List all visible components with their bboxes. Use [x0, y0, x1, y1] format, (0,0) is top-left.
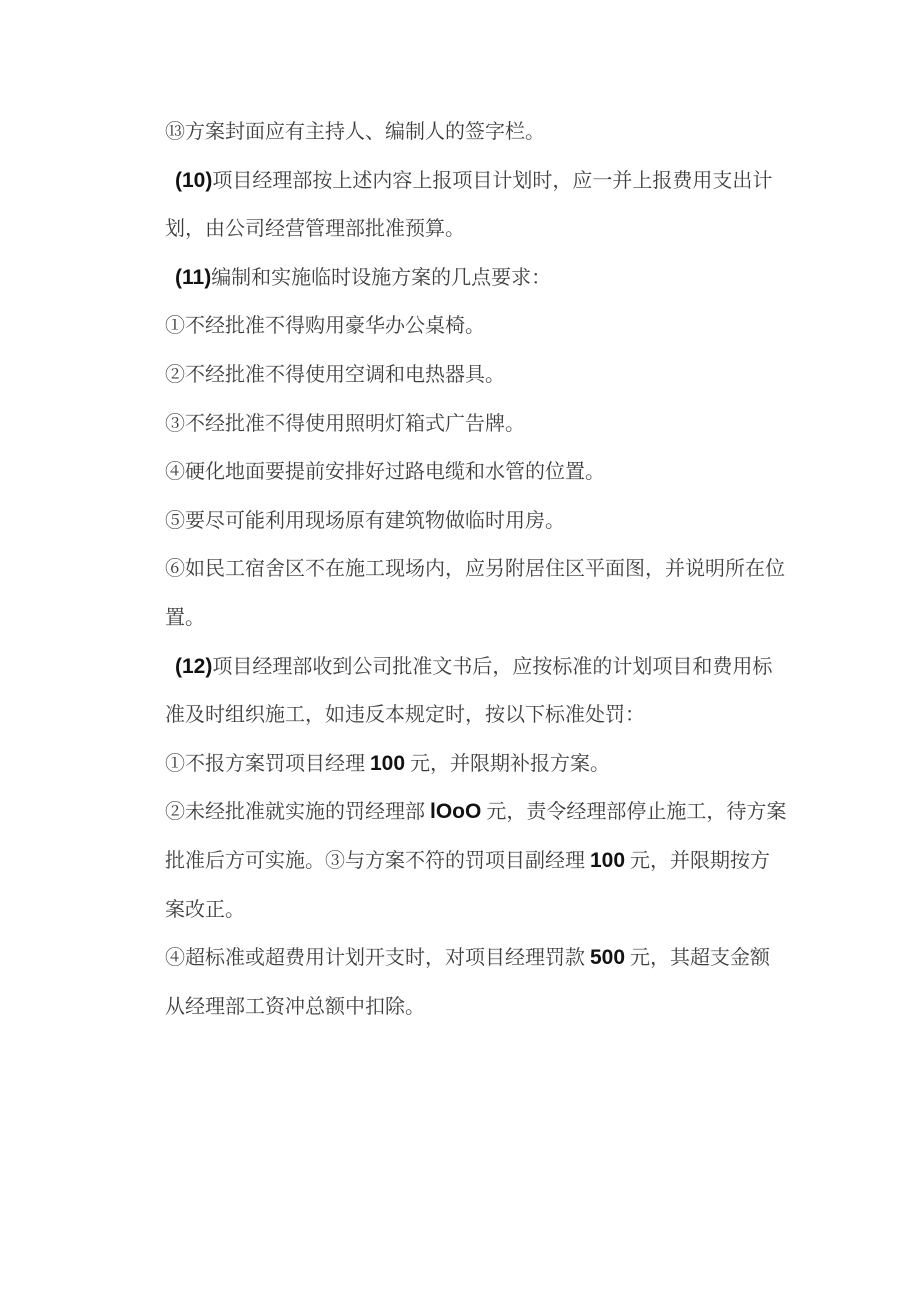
body-text: 元，责令经理部停止施工，待方案: [481, 801, 787, 824]
body-text: 案改正。: [165, 898, 245, 921]
bold-text: (10): [175, 168, 213, 192]
text-line: [165, 545, 815, 594]
body-text: 项目经理部收到公司批准文书后，应按标准的计划项目和费用标: [212, 655, 773, 678]
bold-text: lOoO: [430, 800, 482, 824]
body-text: ⑤要尽可能利用现场原有建筑物做临时用房。: [165, 509, 565, 532]
text-line: [165, 837, 815, 886]
body-text: 编制和实施临时设施方案的几点要求：: [211, 266, 552, 289]
body-text: ⑬方案封面应有主持人、编制人的签字栏。: [165, 121, 545, 143]
body-text: 批准后方可实施。③与方案不符的罚项目副经理: [165, 849, 590, 872]
text-line: [165, 788, 815, 837]
bold-text: 100: [370, 751, 406, 775]
text-line: [165, 351, 815, 400]
body-text: ④硬化地面要提前安排好过路电缆和水管的位置。: [165, 461, 605, 484]
text-line: [165, 157, 815, 206]
bold-text: 100: [590, 848, 626, 872]
body-text: ⑥如民工宿舍区不在施工现场内，应另附居住区平面图，并说明所在位: [165, 558, 785, 581]
text-line: [165, 643, 815, 692]
text-line: [165, 400, 815, 449]
body-text: 元，并限期按方: [625, 849, 771, 872]
body-text: 项目经理部按上述内容上报项目计划时，应一并上报费用支出计: [212, 169, 773, 192]
text-line: [165, 254, 815, 303]
body-text: 准及时组织施工，如违反本规定时，按以下标准处罚：: [165, 704, 645, 727]
body-text: 元，并限期补报方案。: [405, 752, 611, 775]
text-line: [165, 497, 815, 546]
body-text: 置。: [165, 606, 205, 629]
bold-text: (11): [175, 265, 212, 289]
text-line: [165, 448, 815, 497]
text-line: [165, 302, 815, 351]
text-line: [165, 934, 815, 983]
text-line: [165, 691, 815, 740]
body-text: ④超标准或超费用计划开支时，对项目经理罚款: [165, 947, 590, 970]
body-text: ①不经批准不得购用豪华办公桌椅。: [165, 315, 485, 338]
body-text: 划，由公司经营管理部批准预算。: [165, 218, 465, 241]
body-text: ①不报方案罚项目经理: [165, 752, 370, 775]
bold-text: (12): [175, 654, 213, 678]
text-line: [165, 886, 815, 935]
text-line: [165, 740, 815, 789]
text-line: [165, 205, 815, 254]
text-line: [165, 108, 815, 157]
document-body: [165, 108, 815, 1031]
body-text: ③不经批准不得使用照明灯箱式广告牌。: [165, 412, 525, 435]
body-text: 元，其超支金额: [625, 947, 771, 970]
body-text: ②不经批准不得使用空调和电热器具。: [165, 363, 505, 386]
bold-text: 500: [590, 946, 626, 970]
body-text: 从经理部工资冲总额中扣除。: [165, 995, 425, 1018]
body-text: ②未经批准就实施的罚经理部: [165, 801, 430, 824]
text-line: [165, 983, 815, 1032]
text-line: [165, 594, 815, 643]
